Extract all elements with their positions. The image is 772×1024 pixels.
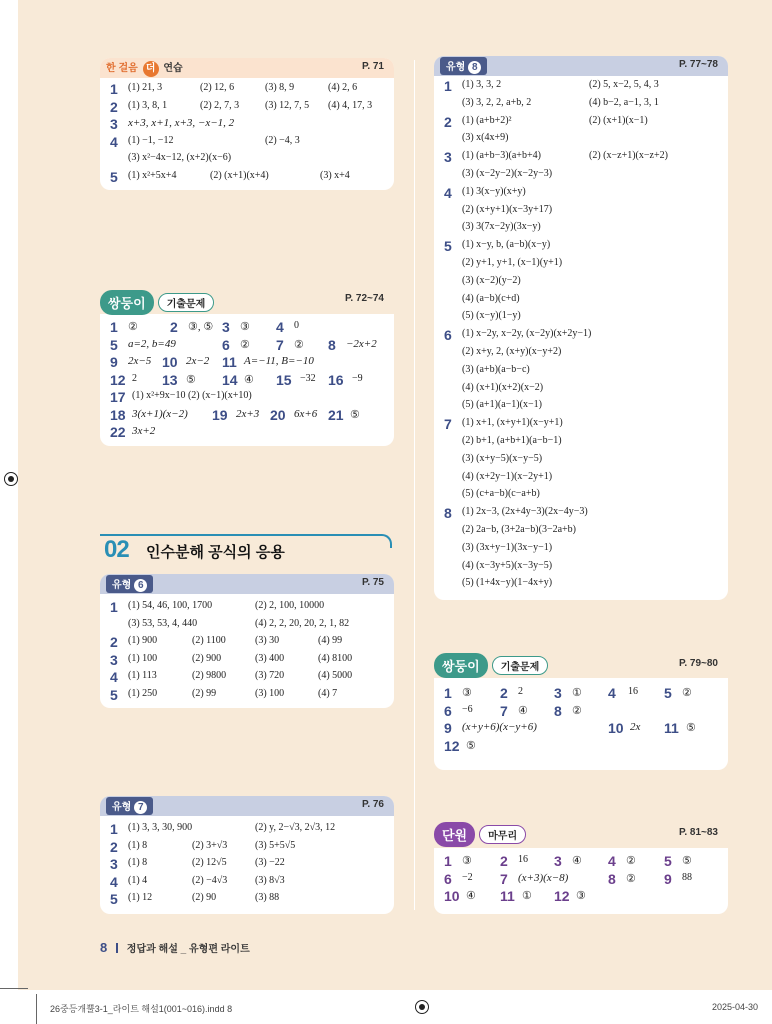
answer-row [444,168,728,186]
twin-mascot: 쌍둥이 [100,290,154,315]
answer-row [444,293,728,311]
answer-row: 5 (1) 12 (2) 90 (3) 88 [110,891,280,907]
more-practice-card [100,58,394,190]
unit-wrap-header [434,820,728,848]
past-exam-rows [100,314,394,446]
answer-text: (4) (x−3y+5)(x−3y−5) [462,559,553,571]
question-number: 3 [444,149,452,166]
type7-rows [100,816,394,910]
answer-row [444,577,728,595]
answer-row: 2 (1) 3, 8, 1 (2) 2, 7, 3 (3) 12, 7, 5 (4) 4, 17, 3 [110,98,373,115]
answer-row [444,310,728,328]
answer-text: (1) (a+b+2)² [462,114,512,126]
answer-text: (3) (x+y−5)(x−y−5) [462,452,543,464]
page-number: 8 [100,940,108,955]
trim-line [36,994,37,1024]
answer-text: (2) 5, x−2, 5, 4, 3 [589,79,659,90]
chapter-number: 02 [104,536,129,563]
answer-text: (1) 2x−3, (2x+4y−3)(2x−4y−3) [462,506,588,518]
page-reference: P. 76 [361,799,384,810]
print-date: 2025-04-30 [712,1002,759,1012]
trim-line [0,988,28,989]
answer-text: (1) (a+b−3)(a+b+4) [462,150,541,162]
more-practice-badge [106,59,183,77]
section-label: 기출문제 [158,293,215,312]
page-footer [100,940,250,955]
answer-row: 3 x+3, x+1, x+3, −x−1, 2 [110,116,235,132]
answer-row: 2 (1) 8 (2) 3+√3 (3) 5+5√5 [110,838,296,855]
answer-row [444,435,728,453]
answer-text: (2) (x+1)(x−1) [589,114,648,126]
type6-header [100,574,394,594]
answer-text: (4) (x+1)(x+2)(x−2) [462,381,544,393]
answer-text: (2) b+1, (a+b+1)(a−b−1) [462,434,562,446]
answer-row [444,542,728,560]
answer-text: (5) (a+1)(a−1)(x−1) [462,399,542,411]
more-practice-header [100,58,394,78]
answer-row [444,186,728,204]
answer-row [444,506,728,524]
answer-row: 5 a=2, b=49 6 ② 7 ② 8 −2x+2 [110,336,377,353]
registration-mark-icon [415,1000,429,1014]
answer-row [444,382,728,400]
type-number: 6 [134,579,147,592]
question-number: 6 [444,327,452,344]
registration-mark-icon [4,472,18,486]
answer-row: (3) 53, 53, 4, 440 (4) 2, 2, 20, 20, 2, 1, 82 [128,617,350,629]
answer-row [444,328,728,346]
answer-text: (3) (x−2y−2)(x−2y−3) [462,167,553,179]
answer-text: (2) (x−z+1)(x−z+2) [589,150,668,162]
answer-row [444,97,728,115]
answer-row: 4 (1) −1, −12 (2) −4, 3 [110,133,300,150]
answer-row [444,346,728,364]
type7-header [100,796,394,816]
answer-text: (3) (3x+y−1)(3x−y−1) [462,541,553,553]
answer-row [444,488,728,506]
answer-row: 4 (1) 4 (2) −4√3 (3) 8√3 [110,873,285,890]
answer-row [444,79,728,97]
answer-row: 2 (1) 900 (2) 1100 (3) 30 (4) 99 [110,634,343,650]
answer-row: 12 2 13 ⑤ 14 ④ 15 −32 16 −9 [110,371,363,388]
twin-mascot: 쌍둥이 [434,653,488,678]
unit-mascot: 단원 [434,822,475,847]
answer-text: (3) 3, 2, 2, a+b, 2 [462,96,532,108]
type8-card [434,56,728,600]
question-number: 4 [444,184,452,201]
answer-row: 18 3(x+1)(x−2) 19 2x+3 20 6x+6 21 ⑤ [110,406,360,423]
answer-text: (5) (1+4x−y)(1−4x+y) [462,577,553,589]
footer-separator [116,943,118,953]
answer-row: 10 ④ 11 ① 12 ③ [444,888,586,904]
past-exam-card-1 [100,290,394,446]
type-number: 8 [468,61,481,74]
answer-row: 12 ⑤ [444,737,476,754]
section-label: 기출문제 [492,656,549,675]
answer-row: 1 ③ 2 2 3 ① 4 16 5 ② [444,685,692,701]
page-reference: P. 72~74 [344,293,384,304]
page-reference: P. 71 [361,61,384,72]
answer-row: 4 (1) 113 (2) 9800 (3) 720 (4) 5000 [110,669,353,685]
unit-wrap-rows [434,848,728,914]
answer-text: (2) y+1, y+1, (x−1)(y+1) [462,256,563,268]
question-number: 2 [444,113,452,130]
answer-row [444,275,728,293]
type7-card [100,796,394,914]
answer-row [444,115,728,133]
type6-rows [100,594,394,705]
answer-text: (2) x+y, 2, (x+y)(x−y+2) [462,345,562,357]
type6-card [100,574,394,708]
type-number: 7 [134,801,147,814]
answer-row [444,257,728,275]
answer-text: (1) 3(x−y)(x+y) [462,185,526,197]
chapter-heading [100,534,396,568]
page-reference: P. 79~80 [678,658,718,669]
page-reference: P. 75 [361,577,384,588]
answer-text: (5) (x−y)(1−y) [462,310,521,322]
type8-header [434,56,728,76]
answer-text: (2) (x+y+1)(x−3y+17) [462,203,553,215]
unit-wrap-card [434,820,728,914]
answer-row [444,239,728,257]
answer-row: 5 (1) x²+5x+4 (2) (x+1)(x+4) (3) x+4 [110,168,350,185]
answer-row: 9 2x−5 10 2x−2 11 A=−11, B=−10 [110,354,314,370]
type-tag: 유형 6 [106,575,153,593]
badge-suffix: 연습 [163,63,183,74]
answer-text: (2) 2a−b, (3+2a−b)(3−2a+b) [462,523,576,535]
past-exam-header [434,652,728,678]
type-tag: 유형 7 [106,797,153,815]
answer-row: 3 (1) 100 (2) 900 (3) 400 (4) 8100 [110,651,353,668]
section-label: 마무리 [479,825,526,844]
question-number: 8 [444,505,452,522]
answer-row [444,364,728,382]
page-reference: P. 77~78 [678,59,718,70]
answer-text: (4) (x+2y−1)(x−2y+1) [462,470,553,482]
type-tag: 유형 8 [440,57,487,75]
answer-row: 1 (1) 3, 3, 30, 900 (2) y, 2−√3, 2√3, 12 [110,821,336,837]
answer-row: 9 (x+y+6)(x−y+6) 10 2x 11 ⑤ [444,720,696,736]
answer-row [444,417,728,435]
answer-row [444,221,728,239]
answer-text: (3) x(4x+9) [462,132,509,144]
answer-text: (4) b−2, a−1, 3, 1 [589,96,659,108]
answer-row: 22 3x+2 [110,424,156,440]
answer-text: (4) (a−b)(c+d) [462,292,520,304]
more-practice-rows [100,78,394,187]
answer-row: 17 (1) x²+9x−10 (2) (x−1)(x+10) [110,389,252,405]
answer-row [444,204,728,222]
badge-text: 한 걸음 [106,63,138,74]
answer-text: (3) 3(7x−2y)(3x−y) [462,221,541,233]
answer-row: 1 (1) 21, 3 (2) 12, 6 (3) 8, 9 (4) 2, 6 [110,81,358,97]
answer-row [444,524,728,542]
footer-title: 정답과 해설 _ 유형편 라이트 [126,944,250,955]
badge-circle: 더 [143,61,159,77]
answer-row [444,399,728,417]
answer-text: (3) (a+b)(a−b−c) [462,363,530,375]
answer-text: (3) (x−2)(y−2) [462,274,521,286]
question-number: 1 [444,78,452,94]
answer-row: 1 (1) 54, 46, 100, 1700 (2) 2, 100, 10000 [110,599,325,615]
question-number: 5 [444,238,452,255]
answer-row: 5 (1) 250 (2) 99 (3) 100 (4) 7 [110,686,338,703]
answer-row [444,150,728,168]
print-file-info: 26중등개뿔3-1_라이트 해설1(001~016).indd 8 [50,1004,233,1014]
answer-text: (1) x+1, (x+y+1)(x−y+1) [462,417,563,429]
answer-row: (3) x²−4x−12, (x+2)(x−6) [128,152,232,163]
past-exam-rows [434,678,728,770]
column-divider [414,60,415,910]
answer-row: 6 −2 7 (x+3)(x−8) 8 ② 9 88 [444,870,692,887]
answer-row [444,132,728,150]
answer-row: 6 −6 7 ④ 8 ② [444,702,582,719]
answer-text: (1) x−y, b, (a−b)(x−y) [462,239,551,251]
answer-text: (1) 3, 3, 2 [462,79,502,90]
answer-row: 1 ③ 2 16 3 ④ 4 ② 5 ⑤ [444,853,692,869]
chapter-title: 인수분해 공식의 응용 [146,544,285,561]
past-exam-header [100,290,394,314]
answer-row [444,453,728,471]
answer-text: (5) (c+a−b)(c−a+b) [462,488,540,500]
past-exam-card-2 [434,652,728,770]
answer-text: (1) x−2y, x−2y, (x−2y)(x+2y−1) [462,328,592,340]
question-number: 7 [444,416,452,433]
answer-row [444,560,728,578]
answer-row [444,471,728,489]
answer-row: 3 (1) 8 (2) 12√5 (3) −22 [110,856,285,872]
answer-row: 1 ② 2 ③, ⑤ 3 ③ 4 0 [110,319,299,335]
page-reference: P. 81~83 [678,827,718,838]
type8-rows [434,76,728,595]
